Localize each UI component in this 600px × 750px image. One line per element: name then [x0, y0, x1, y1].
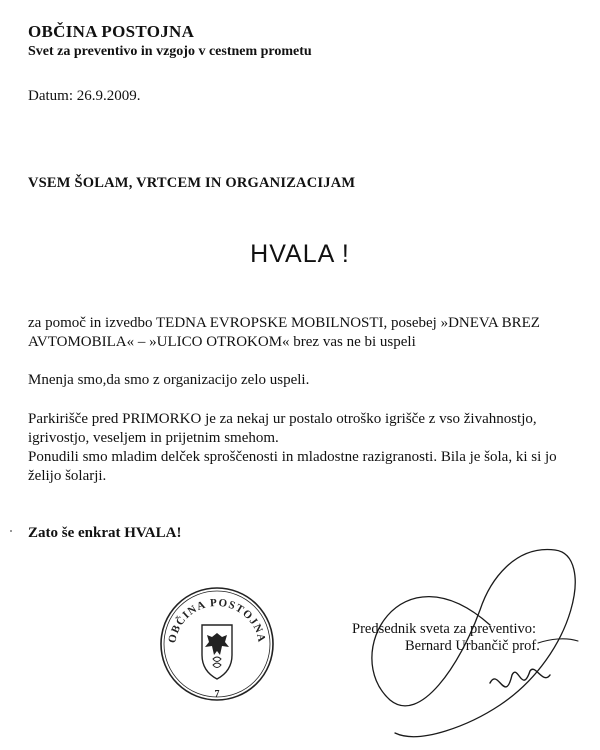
organization-name: OBČINA POSTOJNA [28, 22, 195, 41]
council-name: Svet za preventivo in vzgojo v cestnem prometu [28, 44, 312, 59]
body-paragraph-1: za pomoč in izvedbo TEDNA EVROPSKE MOBILNOSTI, posebej »DNEVA BREZ AVTOMOBILA« – »ULICO OTROKOM« brez vas ne bi uspeli [28, 315, 540, 350]
thanks-heading: HVALA ! [250, 240, 350, 268]
signatory-name: Bernard Urbančič prof. [405, 638, 540, 654]
scan-speck [10, 530, 12, 532]
closing-line: Zato še enkrat HVALA! [28, 525, 182, 541]
stamp-number: 7 [214, 689, 220, 700]
body-paragraph-3 [28, 410, 573, 486]
document-date: Datum: 26.9.2009. [28, 88, 141, 104]
body-paragraph-2: Mnenja smo,da smo z organizacijo zelo uspeli. [28, 372, 310, 388]
body-paragraph-3-line-2: Ponudili smo mladim delček sproščenosti in mladostne razigranosti. Bila je šola, ki si jo želijo šolarji. [28, 449, 557, 484]
official-stamp [158, 585, 276, 703]
signatory-title: Predsednik sveta za preventivo: [352, 621, 537, 637]
recipients-heading: VSEM ŠOLAM, VRTCEM IN ORGANIZACIJAM [28, 175, 356, 191]
body-paragraph-3-line-1: Parkirišče pred PRIMORKO je za nekaj ur postalo otroško igrišče z vso živahnostjo, igrivostjo, veseljem in prijetnim smehom. [28, 411, 537, 446]
stamp-arc-text: OBČINA POSTOJNA [166, 596, 268, 645]
coat-of-arms-icon [202, 625, 232, 679]
